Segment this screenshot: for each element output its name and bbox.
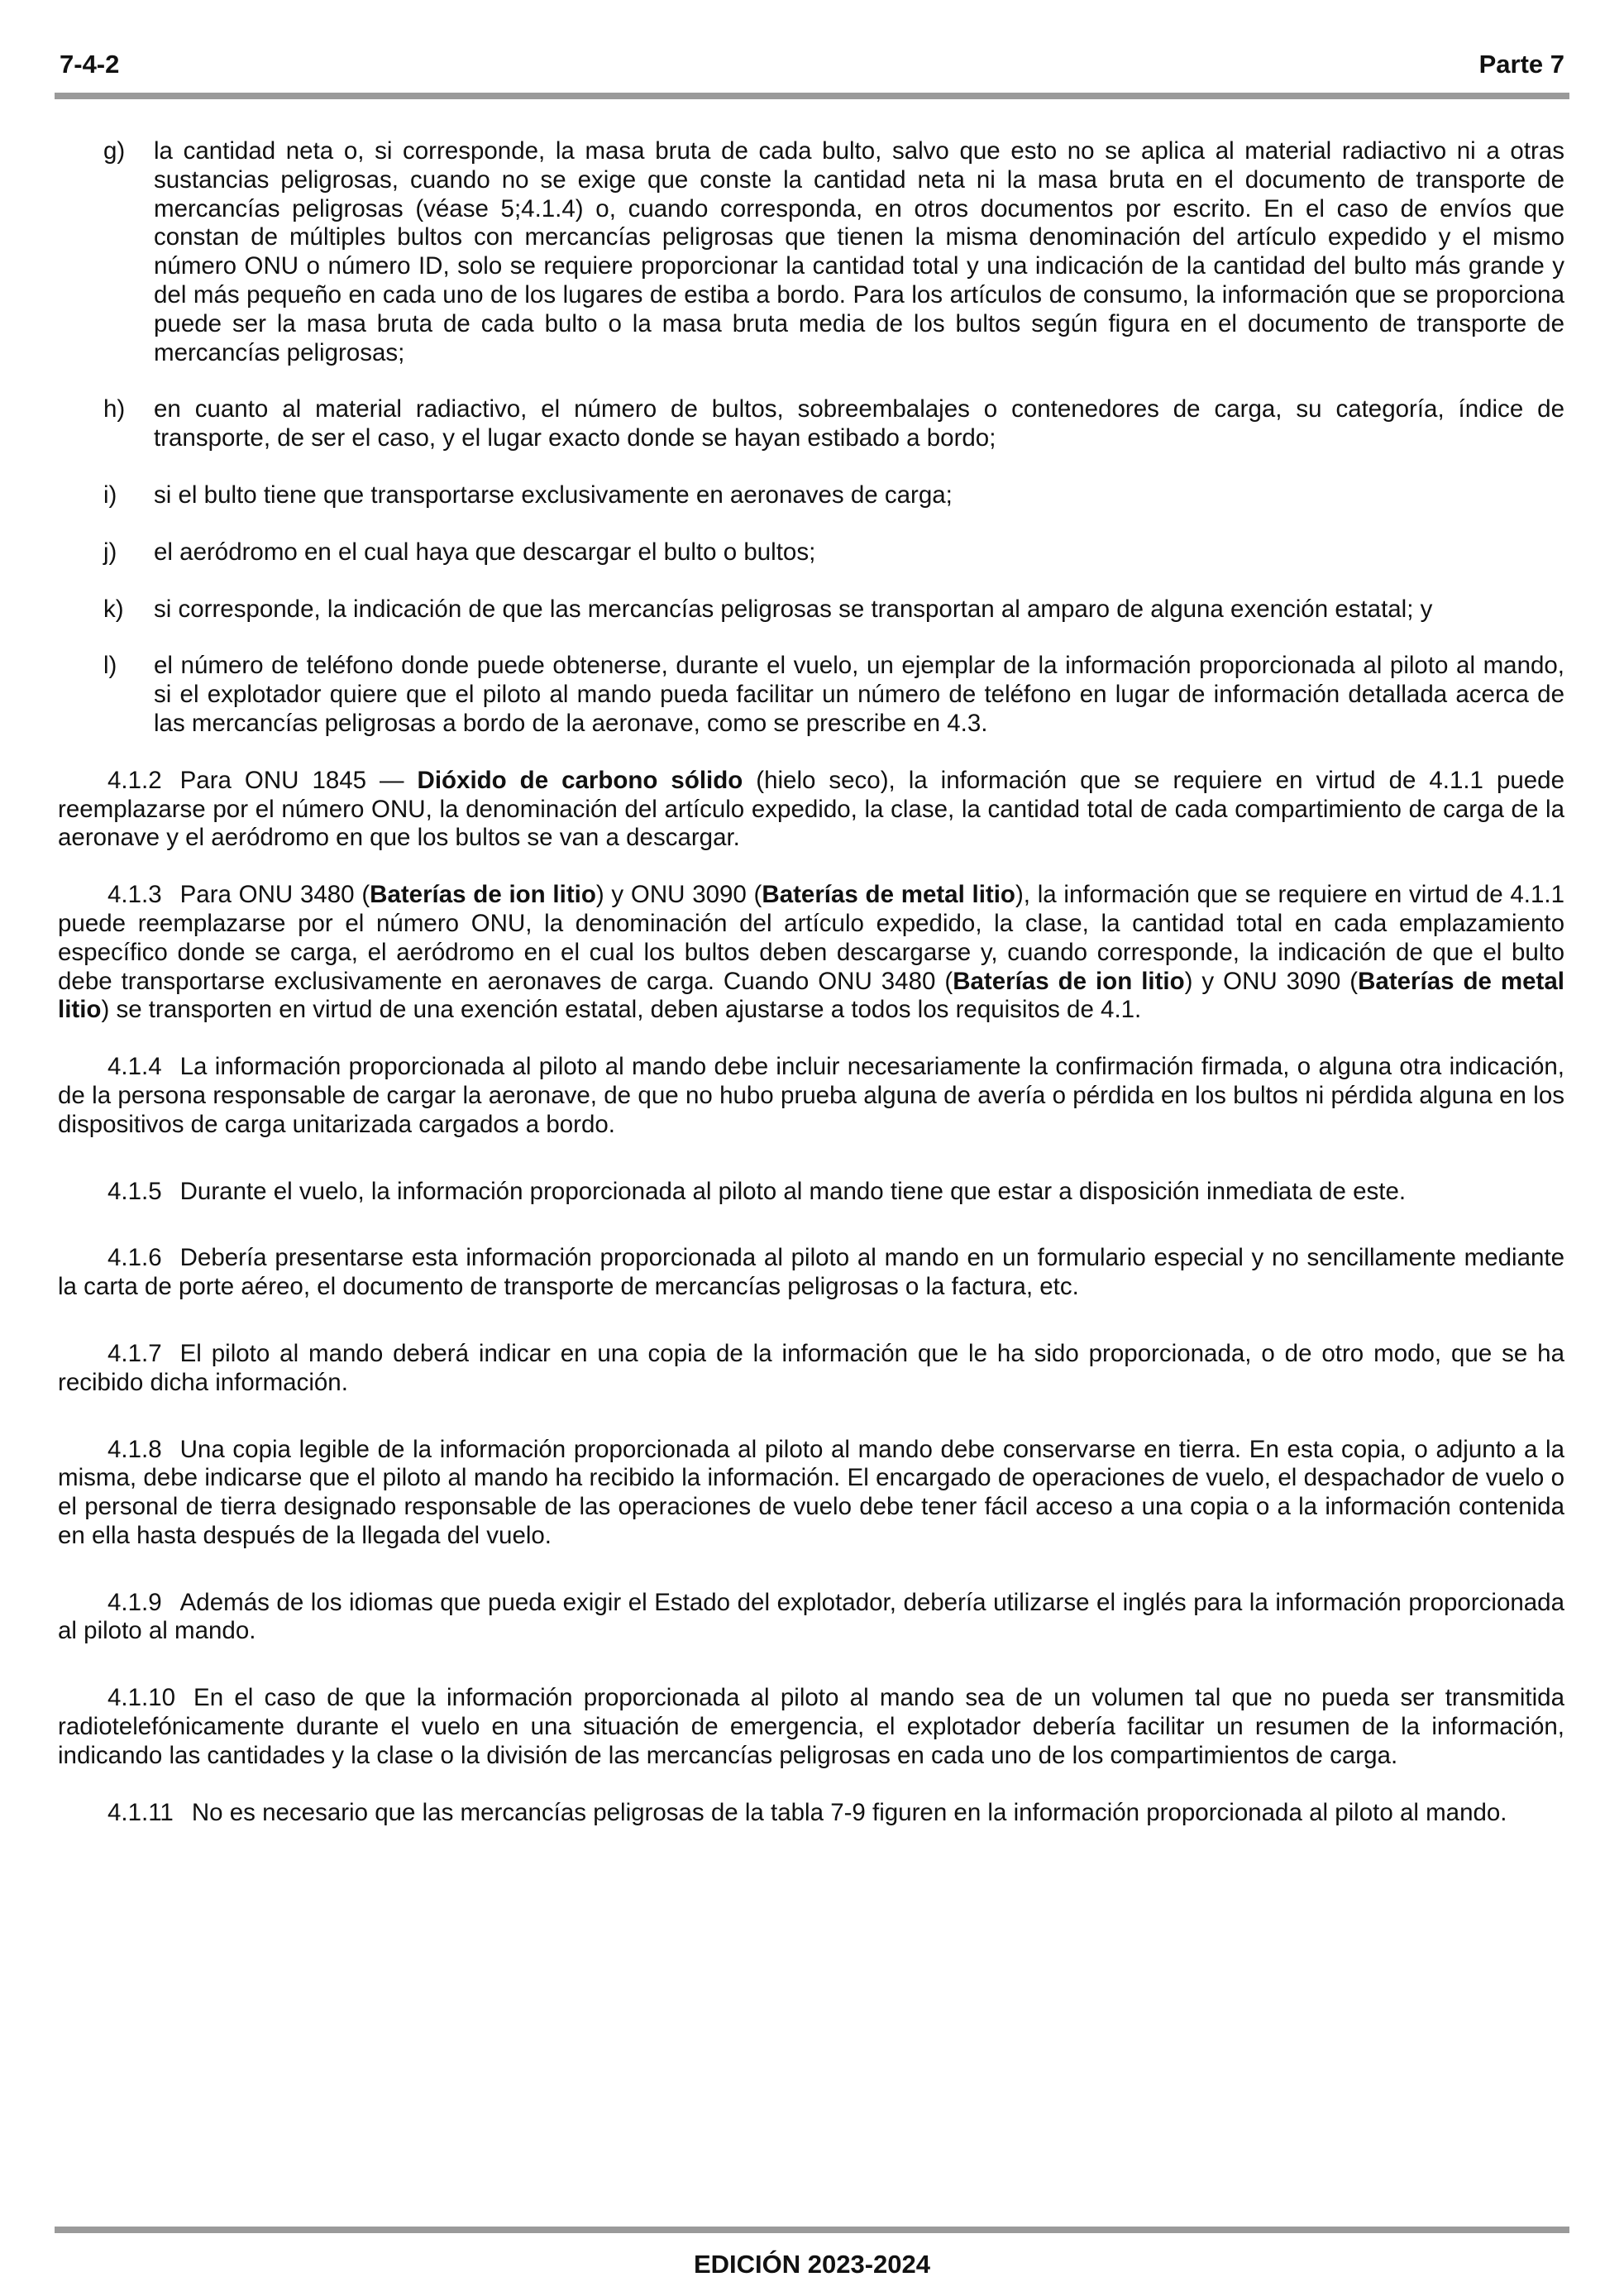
paragraph-text: Durante el vuelo, la información proporcionada al piloto al mando tiene que estar a disposición inmediata de este. xyxy=(179,1177,1407,1205)
list-marker: k) xyxy=(103,595,124,623)
paragraph-text: Una copia legible de la información proporcionada al piloto al mando debe conservarse en tierra. En esta copia, o adjunto a la misma, debe indicarse que el piloto al mando ha recibido la información. El encargado de operaciones de vuelo, el despachador de vuelo o el personal de tierra designado responsable de las operaciones de vuelo debe tener fácil acceso a una copia o a la información contenida en ella hasta después de la llegada del vuelo. xyxy=(58,1435,1564,1549)
paragraph-4-1-5 xyxy=(58,1178,1564,1207)
edition-footer: EDICIÓN 2023-2024 xyxy=(693,2250,931,2279)
paragraph-text: ) y ONU 3090 ( xyxy=(595,881,762,909)
paragraph-number: 4.1.9 xyxy=(107,1588,162,1616)
page-number: 7-4-2 xyxy=(60,50,120,79)
list-item-text: la cantidad neta o, si corresponde, la masa bruta de cada bulto, salvo que esto no se aplica al material radiactivo ni a otras sustancias peligrosas, cuando no se exige que conste la cantidad neta ni la masa bruta en el documento de transporte de mercancías peligrosas (véase 5;4.1.4) o, cuando corresponda, en otros documentos por escrito. En el caso de envíos que constan de múltiples bultos con mercancías peligrosas que tienen la misma denominación del artículo expedido y el mismo número ONU o número ID, solo se requiere proporcionar la cantidad total y una indicación de la cantidad del bulto más grande y del más pequeño en cada uno de los lugares de estiba a bordo. Para los artículos de consumo, la información que se proporciona puede ser la masa bruta de cada bulto o la masa bruta media de los bultos según figura en el documento de transporte de mercancías peligrosas; xyxy=(154,137,1564,366)
paragraph-number: 4.1.11 xyxy=(107,1798,174,1826)
list-item-text: en cuanto al material radiactivo, el número de bultos, sobreembalajes o contenedores de carga, su categoría, índice de transporte, de ser el caso, y el lugar exacto donde se hayan estibado a bordo; xyxy=(154,395,1564,452)
list-marker: l) xyxy=(103,652,117,680)
paragraph-bold-text: Baterías de ion litio xyxy=(370,881,596,909)
paragraph-text: ), la información que se requiere en virtud de 4.1.1 puede reemplazarse por el número ONU, la denominación del artículo expedido, la clase, la cantidad total en cada emplazamiento específico donde se carga, el aeródromo en el cual los bultos deben descargarse y, cuando corresponde, la indicación de que el bulto debe transportarse exclusivamente en aeronaves de carga. Cuando ONU 3480 ( xyxy=(58,881,1564,995)
paragraph-4-1-2 xyxy=(58,767,1564,853)
list-item-g xyxy=(58,137,1564,367)
paragraph-number: 4.1.10 xyxy=(107,1684,176,1712)
paragraph-text: ) y ONU 3090 ( xyxy=(1184,967,1359,995)
paragraph-4-1-4 xyxy=(58,1053,1564,1139)
paragraph-text: Debería presentarse esta información proporcionada al piloto al mando en un formulario especial y no sencillamente mediante la carta de porte aéreo, el documento de transporte de mercancías peligrosas o la factura, etc. xyxy=(58,1244,1564,1301)
paragraph-number: 4.1.4 xyxy=(107,1053,162,1081)
list-item-text: si el bulto tiene que transportarse exclusivamente en aeronaves de carga; xyxy=(154,481,953,509)
page-header xyxy=(55,50,1569,83)
paragraph-4-1-11 xyxy=(58,1799,1564,1828)
paragraph-text: Para ONU 1845 — xyxy=(179,766,418,794)
list-item-i xyxy=(58,481,1564,510)
paragraph-number: 4.1.5 xyxy=(107,1177,162,1205)
paragraph-number: 4.1.3 xyxy=(107,881,162,909)
paragraph-text: ) se transporten en virtud de una exención estatal, deben ajustarse a todos los requisitos de 4.1. xyxy=(101,996,1142,1024)
list-item-text: el número de teléfono donde puede obtenerse, durante el vuelo, un ejemplar de la información proporcionada al piloto al mando, si el explotador quiere que el piloto al mando pueda facilitar un número de teléfono en lugar de información detallada acerca de las mercancías peligrosas a bordo de la aeronave, como se prescribe en 4.3. xyxy=(154,652,1564,737)
paragraph-number: 4.1.8 xyxy=(107,1435,162,1463)
list-item-l xyxy=(58,652,1564,738)
paragraph-bold-text: Baterías de metal litio xyxy=(58,967,1564,1024)
paragraph-number: 4.1.6 xyxy=(107,1244,162,1272)
list-item-h xyxy=(58,395,1564,453)
list-marker: i) xyxy=(103,481,117,509)
paragraph-text: La información proporcionada al piloto al mando debe incluir necesariamente la confirmación firmada, o alguna otra indicación, de la persona responsable de cargar la aeronave, de que no hubo prueba alguna de avería o pérdida en los bultos ni pérdida alguna en los dispositivos de carga unitarizada cargados a bordo. xyxy=(58,1053,1564,1138)
list-item-text: si corresponde, la indicación de que las mercancías peligrosas se transportan al amparo de alguna exención estatal; y xyxy=(154,595,1433,623)
paragraph-text: El piloto al mando deberá indicar en una copia de la información que le ha sido proporcionada, o de otro modo, que se ha recibido dicha información. xyxy=(58,1339,1564,1396)
header-rule xyxy=(55,93,1569,99)
list-marker: h) xyxy=(103,395,126,423)
paragraph-4-1-10 xyxy=(58,1684,1564,1770)
list-item-k xyxy=(58,596,1564,624)
document-body xyxy=(58,137,1564,1855)
paragraph-text: (hielo seco), la información que se requiere en virtud de 4.1.1 puede reemplazarse por el número ONU, la denominación del artículo expedido, la clase, la cantidad total de cada compartimiento de carga de la aeronave y el aeródromo en que los bultos se van a descargar. xyxy=(58,766,1564,852)
paragraph-text: No es necesario que las mercancías peligrosas de la tabla 7-9 figuren en la información proporcionada al piloto al mando. xyxy=(191,1798,1507,1826)
paragraph-bold-text: Dióxido de carbono sólido xyxy=(417,766,743,794)
paragraph-bold-text: Baterías de ion litio xyxy=(953,967,1185,995)
paragraph-4-1-8 xyxy=(58,1436,1564,1551)
paragraph-4-1-9 xyxy=(58,1589,1564,1647)
list-marker: j) xyxy=(103,538,117,566)
footer-rule xyxy=(55,2227,1569,2233)
list-marker: g) xyxy=(103,137,126,165)
paragraph-4-1-7 xyxy=(58,1340,1564,1398)
list-item-text: el aeródromo en el cual haya que descargar el bulto o bultos; xyxy=(154,538,816,566)
paragraph-bold-text: Baterías de metal litio xyxy=(762,881,1015,909)
paragraph-number: 4.1.2 xyxy=(107,766,162,794)
paragraph-text: Además de los idiomas que pueda exigir el Estado del explotador, debería utilizarse el inglés para la información proporcionada al piloto al mando. xyxy=(58,1588,1564,1645)
part-label: Parte 7 xyxy=(1478,50,1564,79)
paragraph-number: 4.1.7 xyxy=(107,1339,162,1367)
paragraph-text: Para ONU 3480 ( xyxy=(179,881,370,909)
paragraph-4-1-3 xyxy=(58,881,1564,1025)
paragraph-text: En el caso de que la información proporcionada al piloto al mando sea de un volumen tal que no pueda ser transmitida radiotelefónicamente durante el vuelo en una situación de emergencia, el explotador debería facilitar un resumen de la información, indicando las cantidades y la clase o la división de las mercancías peligrosas en cada uno de los compartimientos de carga. xyxy=(58,1684,1564,1769)
list-item-j xyxy=(58,538,1564,567)
paragraph-4-1-6 xyxy=(58,1244,1564,1302)
